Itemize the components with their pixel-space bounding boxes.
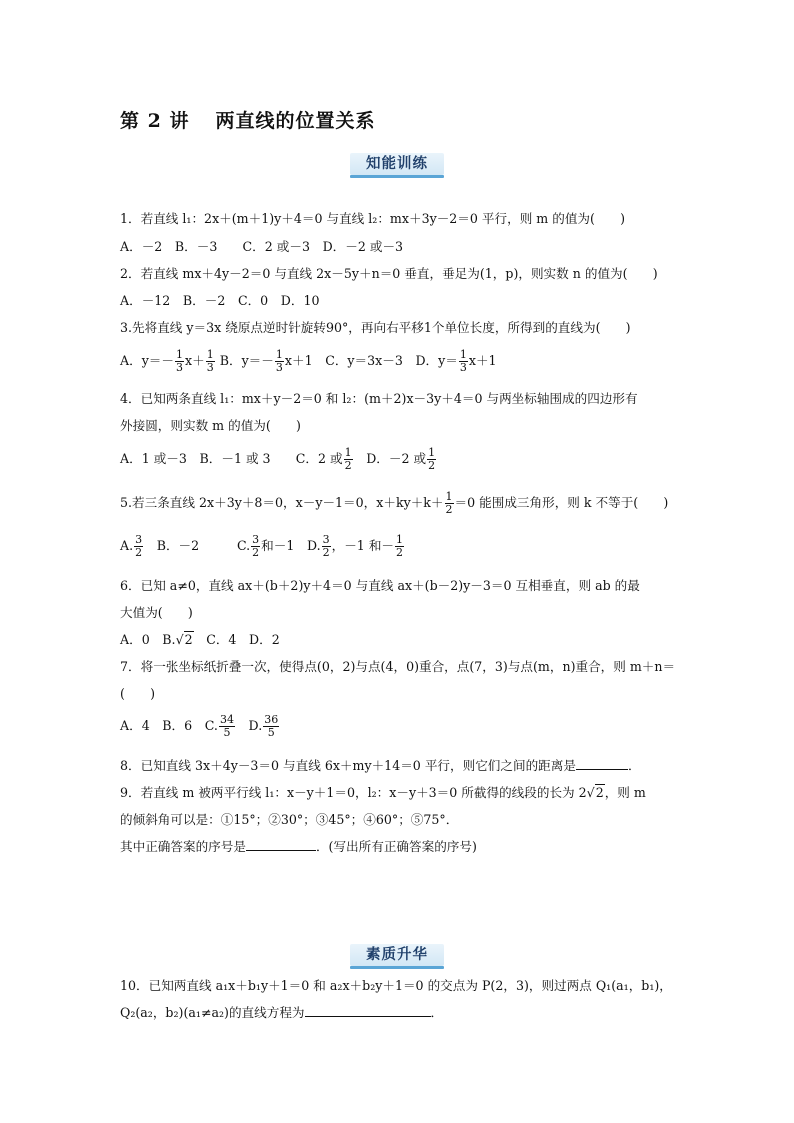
question-10-line-1: 10．已知两直线 a₁x＋b₁y＋1＝0 和 a₂x＋b₂y＋1＝0 的交点为 P(2，3)，则过两点 Q₁(a₁，b₁)， [120,978,672,993]
answer-blank[interactable] [305,1004,431,1017]
question-3: 3.先将直线 y＝3x 绕原点逆时针旋转90°，再向右平移1个单位长度，所得到的直线为( ) [120,320,631,335]
question-6-options: A．0 B.√2 C．4 D．2 [120,632,280,647]
question-2: 2．若直线 mx＋4y－2＝0 与直线 2x－5y＋n＝0 垂直，垂足为(1，p)，则实数 n 的值为( ) [120,266,658,281]
fraction-one-third: $\frac{1}{3}$ [176,348,183,374]
answer-blank[interactable] [246,838,316,851]
question-4-options: A．1 或－3 B．－1 或 3 C．2 或 $\frac{1}{2}$ D．－2 或 $\frac{1}{2}$ [120,446,436,472]
fraction-one-third: $\frac{1}{3}$ [275,348,283,374]
fraction-three-halves: $\frac{3}{2}$ [135,533,143,559]
question-1: 1．若直线 l₁：2x＋(m＋1)y＋4＝0 与直线 l₂：mx＋3y－2＝0 平行，则 m 的值为( ) [120,211,626,226]
section-banner-advanced: 素质升华 [350,944,444,966]
question-4-line-1: 4．已知两条直线 l₁：mx＋y－2＝0 和 l₂：(m＋2)x－3y＋4＝0 与两坐标轴围成的四边形有 [120,391,638,406]
fraction-one-half: $\frac{1}{2}$ [396,533,404,559]
fraction-three-halves: $\frac{3}{2}$ [252,533,260,559]
fraction-36-over-5: $\frac{36}{5}$ [264,713,279,739]
page-title [120,106,375,133]
question-7-line-1: 7．将一张坐标纸折叠一次，使得点(0，2)与点(4，0)重合，点(7，3)与点(m，n)重合，则 m＋n＝ [120,659,676,674]
question-9-line-1: 9．若直线 m 被两平行线 l₁：x－y＋1＝0，l₂：x－y＋3＝0 所截得的线段的长为 2√2，则 m [120,785,646,800]
fraction-one-half: $\frac{1}{2}$ [445,490,453,516]
question-5-options: A. $\frac{3}{2}$ B．－2 C. $\frac{3}{2}$ 和－1 D. $\frac{3}{2}$ ，－1 和－ $\frac{1}{2}$ [120,533,404,559]
fraction-one-half: $\frac{1}{2}$ [428,446,436,472]
question-7-options: A．4 B．6 C. $\frac{34}{5}$ D. $\frac{36}{5}$ [120,713,279,739]
question-8: 8．已知直线 3x＋4y－3＝0 与直线 6x＋my＋14＝0 平行，则它们之间的距离是 ． [120,758,641,773]
fraction-three-halves: $\frac{3}{2}$ [322,533,330,559]
question-6-line-1: 6．已知 a≠0，直线 ax＋(b＋2)y＋4＝0 与直线 ax＋(b－2)y－3＝0 互相垂直，则 ab 的最 [120,578,640,593]
question-9-line-2: 的倾斜角可以是：①15°；②30°；③45°；④60°；⑤75°． [120,812,459,827]
answer-blank[interactable] [576,757,628,770]
question-5: 5.若三条直线 2x＋3y＋8＝0，x－y－1＝0，x＋ky＋k＋ $\frac{1}{2}$ ＝0 能围成三角形，则 k 不等于( ) [120,490,669,516]
question-6-line-2: 大值为( ) [120,605,193,620]
sqrt-two: 2 [184,632,193,647]
question-1-options: A．－2 B．－3 C．2 或－3 D．－2 或－3 [120,239,404,254]
fraction-one-half: $\frac{1}{2}$ [344,446,352,472]
section-banner-training: 知能训练 [350,153,444,175]
fraction-one-third: $\frac{1}{3}$ [459,348,467,374]
question-9-line-3: 其中正确答案的序号是 ．(写出所有正确答案的序号) [120,839,477,854]
sqrt-two: 2 [595,785,604,800]
question-4-line-2: 外接圆，则实数 m 的值为( ) [120,418,301,433]
lecture-topic: 两直线的位置关系 [215,110,376,132]
question-7-line-2: ( ) [120,686,156,701]
fraction-one-third: $\frac{1}{3}$ [206,348,214,374]
fraction-34-over-5: $\frac{34}{5}$ [219,713,234,739]
lecture-number: 第 2 讲 [120,110,190,132]
question-10-line-2: Q₂(a₂，b₂)(a₁≠a₂)的直线方程为 ． [120,1005,444,1020]
question-2-options: A．－12 B．－2 C．0 D．10 [120,293,320,308]
question-3-options: A．y＝－ $\frac{1}{3}$ x＋ $\frac{1}{3}$ B．y＝－ $\frac{1}{3}$ x＋1 C．y＝3x－3 D．y＝ $\frac{1}{3}$ x＋1 [120,348,497,374]
